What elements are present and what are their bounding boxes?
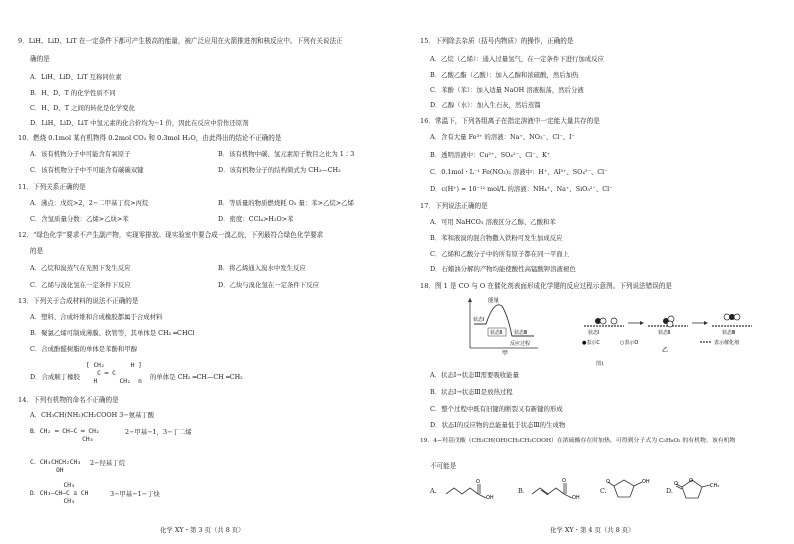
q12-stem: 12．“绿色化学”要求不产生副产物，实现零排放。现实验室中要合成一溴乙烷，下列最符合绿色化学要求 xyxy=(18,231,324,239)
q16-option-d: D．c(H⁺) = 10⁻¹² mol/L 的溶液：NH₄⁺、Na⁺、SiO₃²⁻、Cl⁻ xyxy=(430,185,613,193)
q17-option-a: A．可用 NaHCO₃ 溶液区分乙醇、乙酸和苯 xyxy=(430,218,556,226)
svg-text:O: O xyxy=(674,481,678,487)
q19-option-b-label: B. xyxy=(518,487,525,495)
q15-option-c: C．苯酚（苯）：加入适量 NaOH 溶液振荡，然后分液 xyxy=(430,86,584,94)
q13-option-d-prefix: D．合成顺丁橡胶 xyxy=(30,373,80,381)
q18-option-c: C．整个过程中既有旧键的断裂又有新键的形成 xyxy=(430,405,563,413)
oxygen-atom-6 xyxy=(734,314,740,320)
q13-option-d-suffix: 的单体是 CH₂ ═CH—CH ═CH₂ xyxy=(150,373,243,381)
q11-option-d: D．密度：CCl₄>H₂O>苯 xyxy=(218,215,294,223)
legend-oxygen: ○表示O xyxy=(620,340,639,346)
process-diagram xyxy=(580,310,780,354)
svg-text:O: O xyxy=(562,478,566,484)
q12-stem-cont: 的是 xyxy=(30,247,44,255)
q14-option-a: A．CH₃CH(NH₂)CH₂COOH 3−氨基丁酸 xyxy=(30,411,155,419)
q17-option-d: D．石蜡油分解的产物均能使酸性高锰酸钾溶液褪色 xyxy=(430,265,576,273)
svg-text:O: O xyxy=(476,479,480,485)
q18-option-d: D．状态Ⅰ的反应物的总能量低于状态Ⅲ的生成物 xyxy=(430,421,566,429)
q12-option-d: D．乙炔与溴化氢在一定条件下反应 xyxy=(218,281,319,289)
q15-option-d: D．乙醇（水）：加入生石灰，然后蒸馏 xyxy=(430,101,541,109)
q12-option-a: A．乙烷和溴蒸气在光照下发生反应 xyxy=(30,264,131,272)
oxygen-atom-1 xyxy=(600,318,606,324)
arrow-2-icon xyxy=(704,321,708,325)
q9-option-d: D．LiH、LiD、LiT 中氢元素的化合价均为−1 价，因此在反应中常作还原剂 xyxy=(30,119,249,127)
q16-stem: 16．常温下，下列各组离子在指定溶液中一定能大量共存的是 xyxy=(420,117,600,125)
q11-option-c: C．含氢质量分数：乙烯>乙炔>苯 xyxy=(30,215,129,223)
q10-option-a: A．该有机物分子中可能含有氧原子 xyxy=(30,150,131,158)
q9-option-a: A．LiH、LiD、LiT 互称同位素 xyxy=(30,73,122,81)
q13-option-c: C．合成酚醛树脂的单体是苯酚和甲醇 xyxy=(30,345,138,353)
q13-polymer-bot: H CH₂ n xyxy=(86,378,142,385)
q14-option-b-sub: CH₃ xyxy=(30,436,94,443)
q9-option-b: B．H、D、T 的化学性质不同 xyxy=(30,89,116,97)
q16-option-a: A．含有大量 Fe³⁺ 的溶液：Na⁺、NO₃⁻、Cl⁻、I⁻ xyxy=(430,133,575,141)
oxygen-atom-2 xyxy=(611,318,617,324)
energy-label: 能量 xyxy=(488,298,500,304)
q17-option-c: C．乙烯和乙酸分子中的所有原子都在同一平面上 xyxy=(430,250,570,258)
right-footer: 化学 XY・第 4 页（共 8 页） xyxy=(550,526,635,534)
q9-stem: 9．LiH、LiD、LiT 在一定条件下都可产生极高的能量，被广泛应用在火箭推进剂和核反应中。下列有关说法正 xyxy=(18,37,343,45)
q14-option-c-sub: OH xyxy=(30,467,64,474)
legend-carbon: ●表示C xyxy=(582,340,600,346)
q19-option-b-structure xyxy=(530,476,588,500)
energy-diagram xyxy=(464,294,544,356)
q13-option-b: B．聚氯乙烯可制成薄膜、软管等，其单体是 CH₂ ═CHCl xyxy=(30,329,195,337)
q12-option-b: B．将乙烯通入溴水中发生反应 xyxy=(218,264,306,272)
q14-option-d-name: 3−甲基−1−丁炔 xyxy=(110,490,160,498)
q14-stem: 14．下列有机物的命名不正确的是 xyxy=(18,396,119,404)
q15-option-a: A．乙烷（乙烯）：通入过量氢气，在一定条件下进行加成反应 xyxy=(430,55,604,63)
q16-option-b: B．透明溶液中：Cu²⁺、SO₄²⁻、Cl⁻、K⁺ xyxy=(430,151,551,159)
q19-stem-cont: 不可能是 xyxy=(430,462,457,470)
q17-stem: 17．下列说法正确的是 xyxy=(420,202,488,210)
left-footer: 化学 XY・第 3 页（共 8 页） xyxy=(160,526,245,534)
q11-option-b: B．等质量的物质燃烧耗 O₂ 量：苯>乙烷>乙烯 xyxy=(218,199,354,207)
q19-stem: 19．4−羟基戊酸（CH₃CH(OH)CH₂CH₂COOH）在浓硫酸存在时加热，可得到分子式为 C₅H₈O₂ 的有机物，该有机物 xyxy=(420,438,736,444)
figure-b-label: 乙 xyxy=(662,347,669,354)
q13-polymer-top: [ CH₂ H ] xyxy=(86,362,142,369)
q14-option-d-top: CH₃ xyxy=(30,482,75,489)
q19-option-c-label: C. xyxy=(600,487,607,495)
q9-option-c: C．H、D、T 之间的转化是化学变化 xyxy=(30,104,135,112)
svg-text:OH: OH xyxy=(572,495,580,501)
state-3-label: 状态Ⅲ xyxy=(514,330,528,336)
oxygen-atom-4 xyxy=(667,321,673,327)
q13-option-a: A．塑料、合成纤维和合成橡胶都属于合成材料 xyxy=(30,313,163,321)
q19-option-d-label: D. xyxy=(666,487,673,495)
q13-stem: 13．下列关于合成材料的说法不正确的是 xyxy=(18,297,139,305)
q14-option-b-name: 2−甲基−1，3−丁二烯 xyxy=(125,428,192,436)
q11-stem: 11．下列关系正确的是 xyxy=(18,183,86,191)
right-page xyxy=(410,0,790,544)
q11-option-a: A．沸点：戊烷>2，2−二甲基丁烷>丙烷 xyxy=(30,199,149,207)
left-page xyxy=(0,0,380,544)
legend-catalyst: 表示催化剂 xyxy=(714,340,740,346)
q18-option-a: A．状态Ⅰ→状态Ⅲ需要吸收能量 xyxy=(430,371,519,379)
q18-stem: 18．图 1 是 CO 与 O 在催化剂表面形成化学键的反应过程示意图。下列说法错误的是 xyxy=(420,282,673,290)
q14-option-b-struct: B．CH₂ ═ CH—C ═ CH₂ xyxy=(30,428,100,435)
q19-option-c-structure xyxy=(606,476,660,502)
figure-1-caption: 图1 xyxy=(596,361,605,367)
process-label: 反应过程 xyxy=(510,341,531,347)
svg-text:OH: OH xyxy=(486,495,494,501)
q19-option-d-structure xyxy=(676,476,732,502)
q10-option-b: B．该有机物中碳、氢元素原子数目之比为 1∶3 xyxy=(218,150,355,158)
energy-arrow-icon xyxy=(468,298,472,302)
q9-stem-cont: 确的是 xyxy=(30,55,50,63)
q16-option-c: C．0.1mol・L⁻¹ Fe(NO₃)₂ 溶液中：H⁺、Al³⁺、SO₄²⁻、Cl⁻ xyxy=(430,168,608,176)
figure-a-label: 甲 xyxy=(502,350,509,357)
state-1-label: 状态Ⅰ xyxy=(473,317,485,323)
arrow-1-icon xyxy=(640,321,644,325)
q14-option-c-struct: C．CH₃CHCH₂CH₃ xyxy=(30,459,81,466)
q17-option-b: B．苯和液溴的混合物撒入铁粉可发生加成反应 xyxy=(430,234,563,242)
q14-option-d-struct: D．CH₃—CH—C ≡ CH xyxy=(30,490,89,497)
q10-option-c: C．该有机物分子中不可能含有碳碳双键 xyxy=(30,166,144,174)
svg-text:OH: OH xyxy=(642,479,650,485)
svg-text:O: O xyxy=(689,478,693,484)
process-state-3: 状态Ⅲ xyxy=(722,330,736,336)
q10-stem: 10．燃烧 0.1mol 某有机物得 0.2mol CO₂ 和 0.3mol H₂O，由此得出的结论不正确的是 xyxy=(18,134,282,142)
q18-option-b: B．状态Ⅰ→状态Ⅲ是放热过程 xyxy=(430,388,513,396)
process-state-2: 状态Ⅱ xyxy=(658,330,671,336)
q19-option-a-structure xyxy=(444,478,500,500)
q10-option-d: D．该有机物分子的结构简式为 CH₃—CH₃ xyxy=(218,166,341,174)
q13-polymer-mid: C ═ C xyxy=(86,370,124,377)
q15-option-b: B．乙酸乙酯（乙酸）：加入乙醇和浓硫酸，然后加热 xyxy=(430,71,579,79)
svg-text:O: O xyxy=(606,479,610,485)
q14-option-c-name: 2−羟基丁烷 xyxy=(90,459,125,467)
process-state-1: 状态Ⅰ xyxy=(588,330,600,336)
q15-stem: 15．下列除去杂质（括号内物质）的操作，正确的是 xyxy=(420,37,574,45)
state-2-label: 状态Ⅱ xyxy=(490,330,503,336)
q19-option-a-label: A. xyxy=(430,487,437,495)
q14-option-d-bot: CH₃ xyxy=(30,498,75,505)
svg-text:CH₃: CH₃ xyxy=(710,483,720,489)
q12-option-c: C．乙烯与溴化氢在一定条件下反应 xyxy=(30,281,131,289)
